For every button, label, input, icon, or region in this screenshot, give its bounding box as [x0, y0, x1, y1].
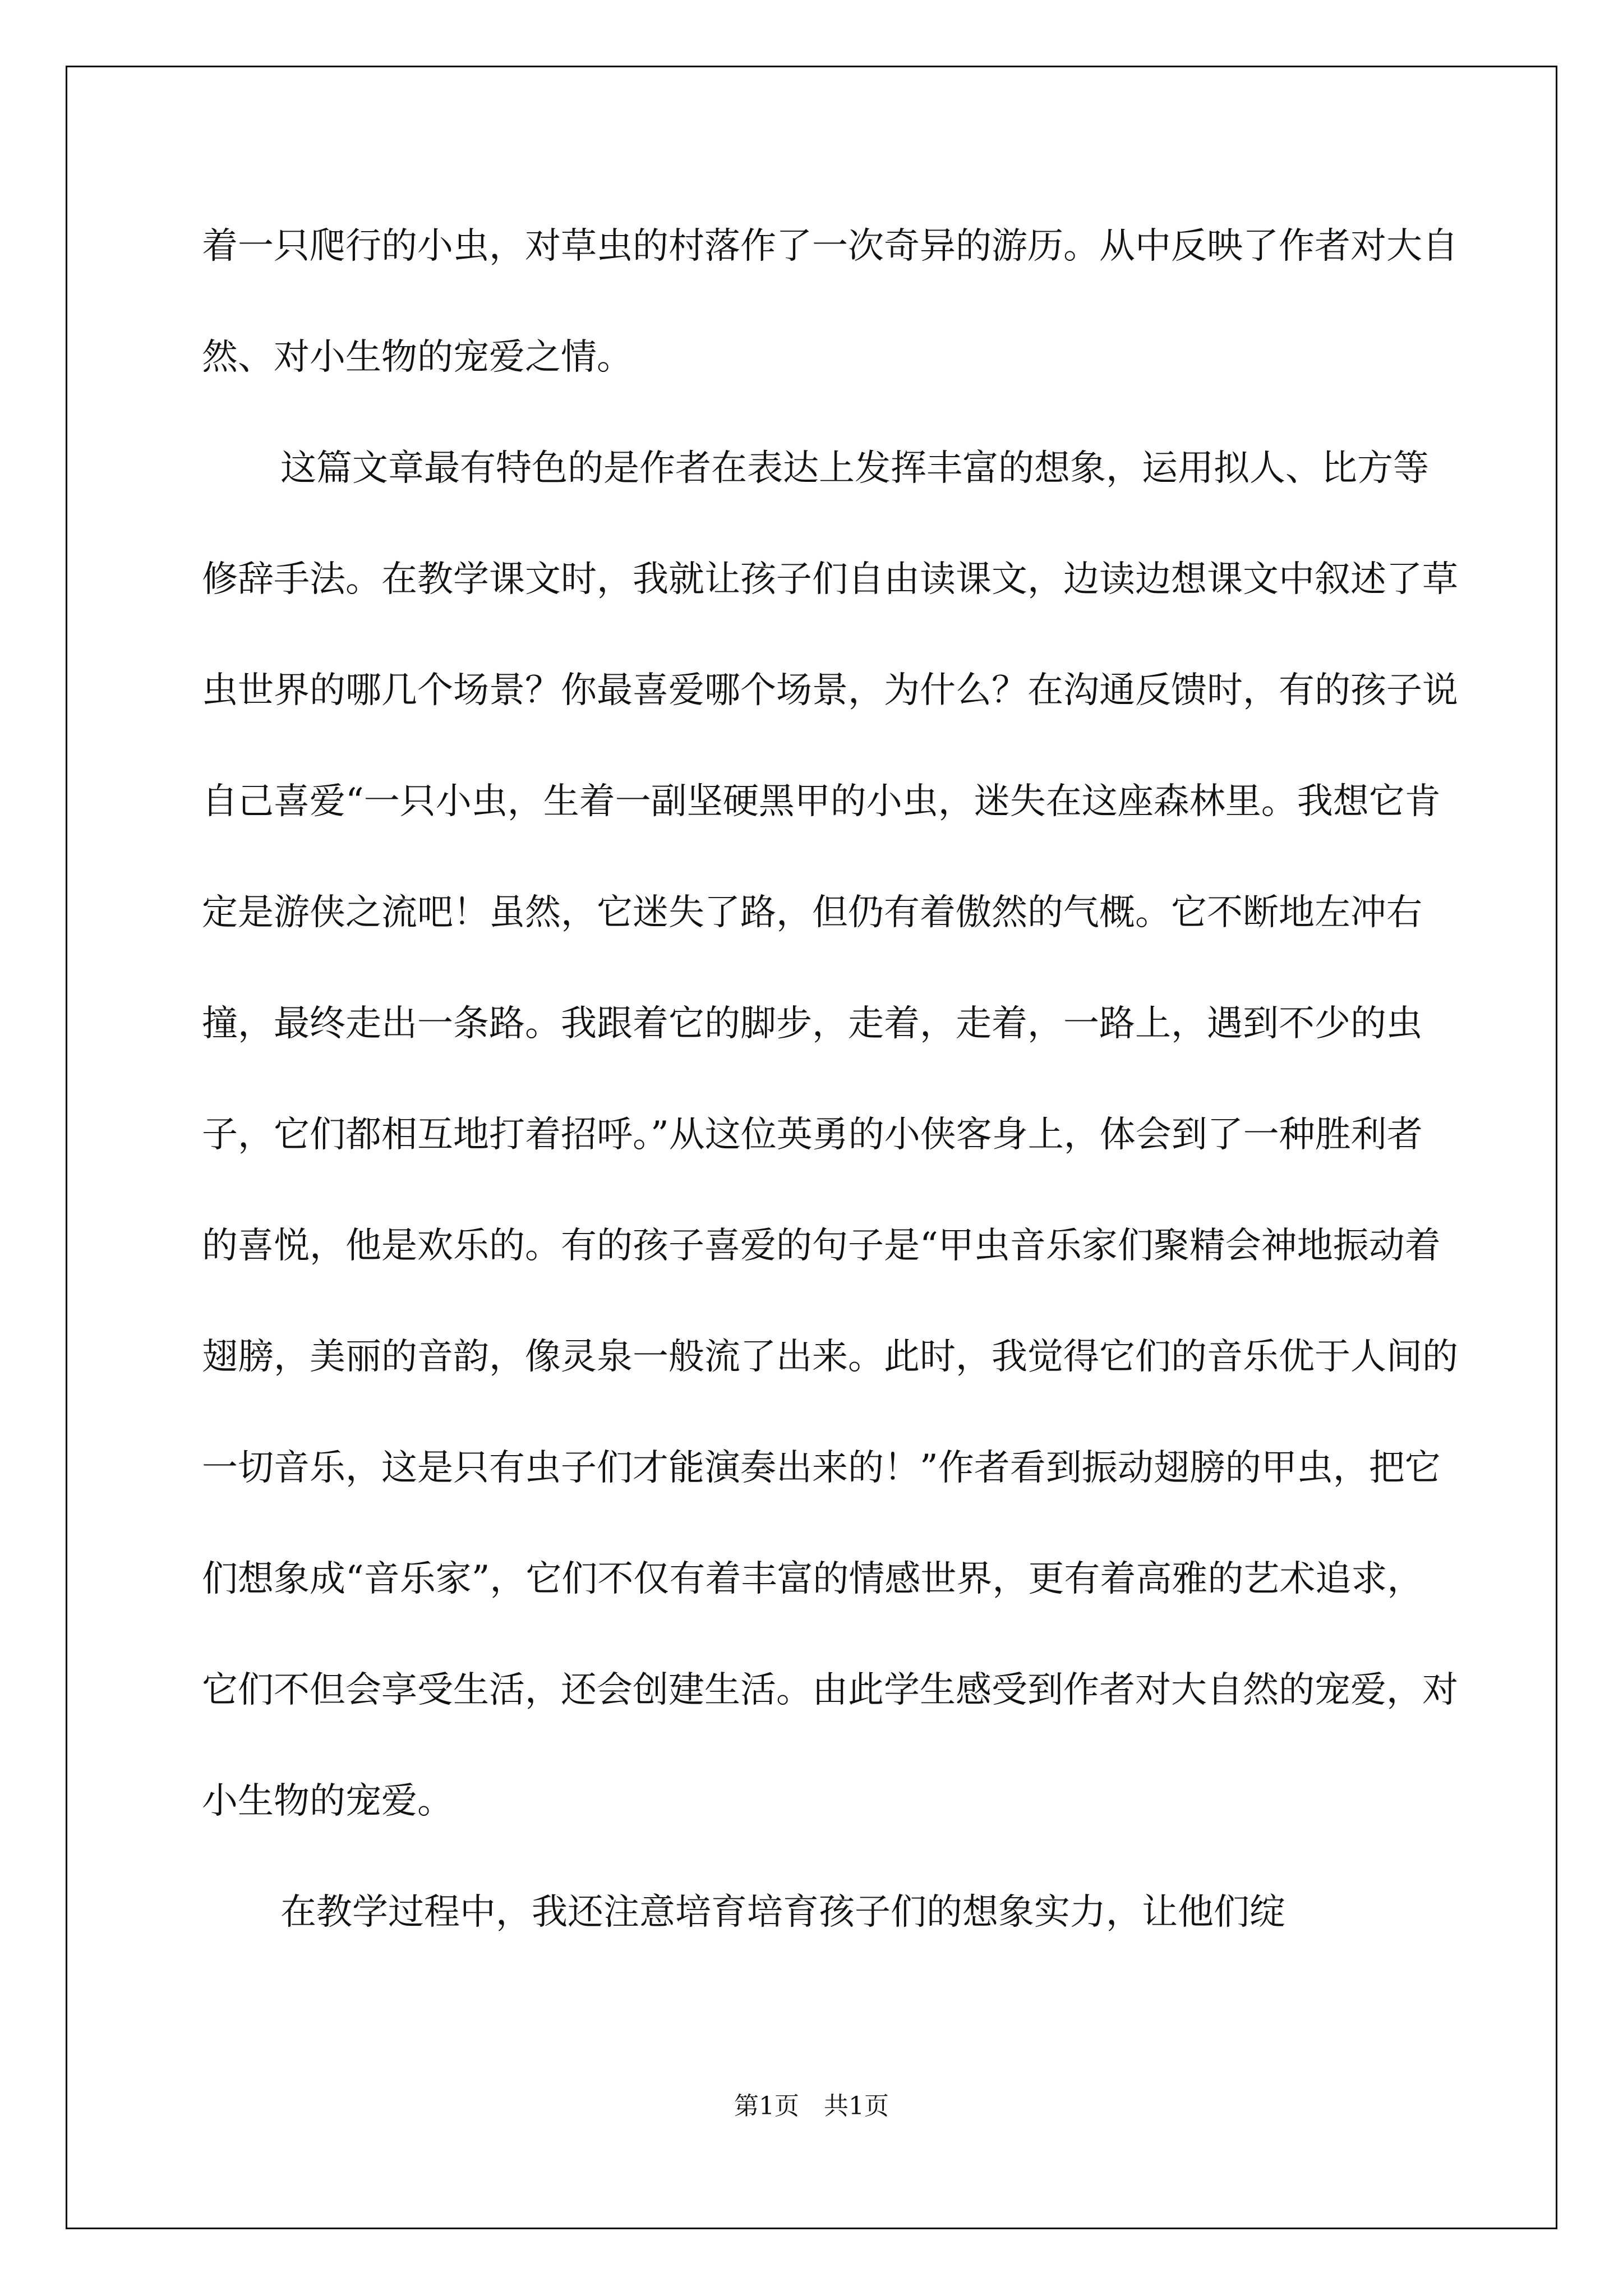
document-body: [202, 191, 1458, 1968]
page-footer: 第1页 共1页: [734, 2092, 889, 2120]
paragraph-3: 在教学过程中，我还注意培育培育孩子们的想象实力，让他们绽: [280, 1892, 1285, 1933]
paragraph-1: 着一只爬行的小虫，对草虫的村落作了一次奇异的游历。从中反映了作者对大自然、对小生物的宠爱之情。: [202, 226, 1458, 378]
paragraph-2: 这篇文章最有特色的是作者在表达上发挥丰富的想象，运用拟人、比方等修辞手法。在教学课文时，我就让孩子们自由读课文，边读边想课文中叙述了草虫世界的哪几个场景？你最喜爱哪个场景，为什么？在沟通反馈时，有的孩子说自己喜爱“一只小虫，生着一副坚硬黑甲的小虫，迷失在这座森林里。我想它肯定是游侠之流吧！虽然，它迷失了路，但仍有着傲然的气概。它不断地左冲右撞，最终走出一条路。我跟着它的脚步，走着，走着，一路上，遇到不少的虫子，它们都相互地打着招呼。”从这位英勇的小侠客身上，体会到了一种胜利者的喜悦，他是欢乐的。有的孩子喜爱的句子是“甲虫音乐家们聚精会神地振动着翅膀，美丽的音韵，像灵泉一般流了出来。此时，我觉得它们的音乐优于人间的一切音乐，这是只有虫子们才能演奏出来的！”作者看到振动翅膀的甲虫，把它们想象成“音乐家”，它们不仅有着丰富的情感世界，更有着高雅的艺术追求，它们不但会享受生活，还会创建生活。由此学生感受到作者对大自然的宠爱，对小生物的宠爱。: [202, 448, 1458, 1822]
